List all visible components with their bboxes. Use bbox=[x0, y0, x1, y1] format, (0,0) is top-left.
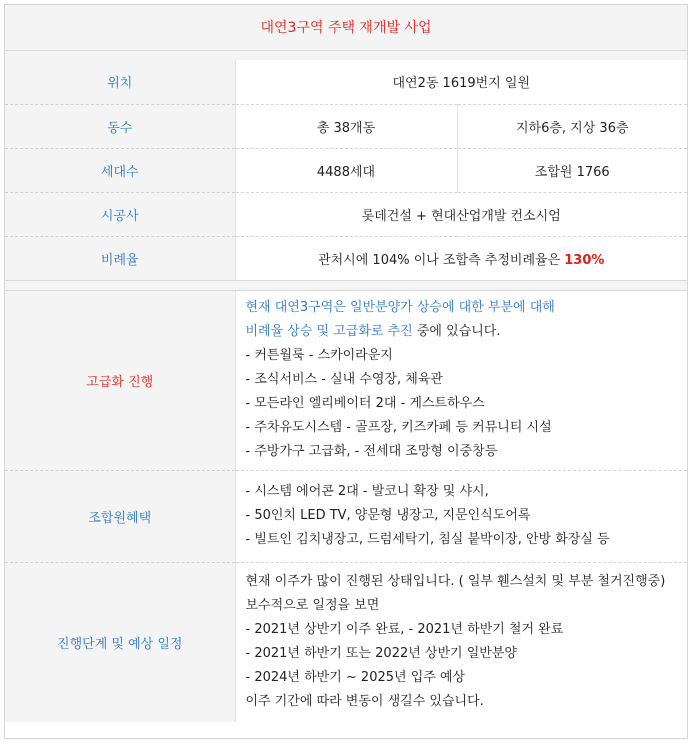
benefit-item: - 시스템 에어콘 2대 - 발코니 확장 및 샤시, bbox=[245, 484, 489, 499]
value-floors: 지하6층, 지상 36층 bbox=[457, 104, 687, 148]
row-contractor bbox=[5, 192, 687, 236]
label-ratio: 비례율 bbox=[5, 236, 235, 280]
value-benefits bbox=[235, 470, 687, 562]
row-location bbox=[5, 60, 687, 104]
value-schedule bbox=[235, 562, 687, 722]
value-household-count: 4488세대 bbox=[235, 148, 457, 192]
schedule-line: 이주 기간에 따라 변동이 생길수 있습니다. bbox=[245, 694, 484, 710]
value-premium bbox=[235, 290, 687, 470]
project-info-table-frame bbox=[4, 4, 688, 739]
row-schedule bbox=[5, 562, 687, 722]
benefit-item: - 빌트인 김치냉장고, 드럼세탁기, 침실 붙박이장, 안방 화장실 등 bbox=[245, 532, 610, 547]
label-buildings: 동수 bbox=[5, 104, 235, 148]
row-buildings bbox=[5, 104, 687, 148]
row-benefits bbox=[5, 470, 687, 562]
value-location: 대연2동 1619번지 일원 bbox=[235, 60, 687, 104]
value-ratio bbox=[235, 236, 687, 280]
premium-intro-highlight: 비례율 상승 및 고급화로 추진 bbox=[245, 324, 413, 339]
ratio-text: 관처시에 104% 이나 조합측 추정비례율은 bbox=[318, 252, 565, 268]
label-location: 위치 bbox=[5, 60, 235, 104]
benefit-item: - 50인치 LED TV, 양문형 냉장고, 지문인식도어록 bbox=[245, 508, 531, 523]
spacer bbox=[5, 50, 687, 60]
ratio-highlight: 130% bbox=[564, 252, 605, 268]
premium-item: - 모든라인 엘리베이터 2대 - 게스트하우스 bbox=[245, 396, 485, 411]
premium-item: - 주방가구 고급화, - 전세대 조망형 이중창등 bbox=[245, 444, 498, 459]
value-members: 조합원 1766 bbox=[457, 148, 687, 192]
schedule-line: - 2021년 상반기 이주 완료, - 2021년 하반기 철거 완료 bbox=[245, 622, 564, 638]
page-title: 대연3구역 주택 재개발 사업 bbox=[5, 5, 687, 50]
premium-intro-rest: 중에 있습니다. bbox=[412, 324, 501, 339]
label-households: 세대수 bbox=[5, 148, 235, 192]
schedule-line: - 2021년 하반기 또는 2022년 상반기 일반분양 bbox=[245, 646, 517, 662]
premium-item: - 조식서비스 - 실내 수영장, 체육관 bbox=[245, 372, 443, 387]
project-info-table bbox=[5, 5, 687, 722]
label-contractor: 시공사 bbox=[5, 192, 235, 236]
row-ratio bbox=[5, 236, 687, 280]
schedule-line: 보수적으로 일정을 보면 bbox=[245, 598, 380, 614]
schedule-line: - 2024년 하반기 ~ 2025년 입주 예상 bbox=[245, 670, 466, 686]
row-premium bbox=[5, 290, 687, 470]
value-contractor: 롯데건설 + 현대산업개발 컨소시엄 bbox=[235, 192, 687, 236]
spacer bbox=[5, 280, 687, 290]
schedule-line: 현재 이주가 많이 진행된 상태입니다. ( 일부 휀스설치 및 부분 철거진행중) bbox=[245, 574, 666, 590]
label-benefits: 조합원혜택 bbox=[5, 470, 235, 562]
label-premium: 고급화 진행 bbox=[5, 290, 235, 470]
premium-intro-line2 bbox=[246, 320, 678, 344]
label-schedule: 진행단계 및 예상 일정 bbox=[5, 562, 235, 722]
row-households bbox=[5, 148, 687, 192]
value-building-count: 총 38개동 bbox=[235, 104, 457, 148]
premium-item: - 커튼월룩 - 스카이라운지 bbox=[245, 348, 393, 363]
premium-item: - 주차유도시스템 - 골프장, 키즈카페 등 커뮤니티 시설 bbox=[245, 420, 552, 435]
premium-intro-line1: 현재 대연3구역은 일반분양가 상승에 대한 부분에 대해 bbox=[245, 300, 555, 315]
